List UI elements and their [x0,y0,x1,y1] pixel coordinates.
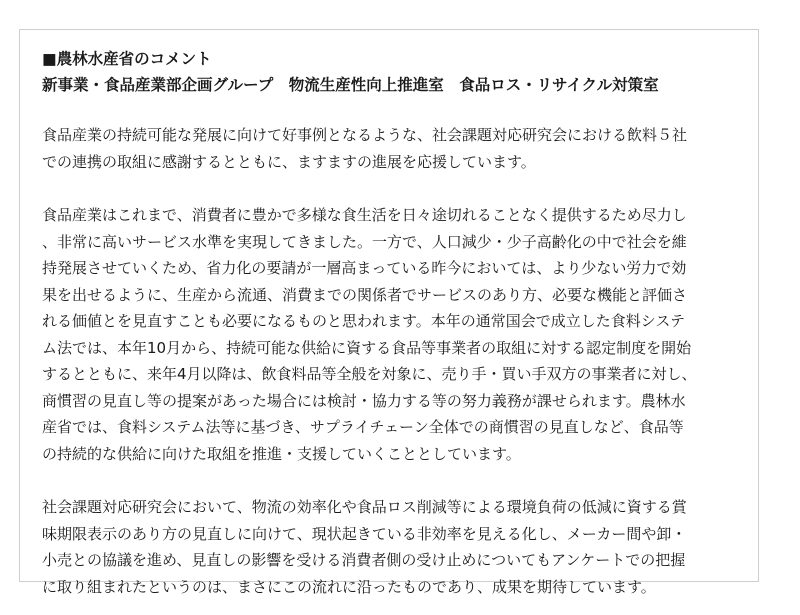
paragraph-2: 食品産業はこれまで、消費者に豊かで多様な食生活を日々途切れることなく提供するため尽力し 、非常に高いサービス水準を実現してきました。一方で、人口減少・少子高齢化の中で社会を維 持発展させていくため、省力化の要請が一層高まっている昨今においては、より少ない労力で効 果を出せるように、生産から流通、消費までの関係者でサービスのあり方、必要な機能と評価さ れる価値とを見直すことも必要になるものと思われます。本年の通常国会で成立した食料システ ム法では、本年10月から、持続可能な供給に資する食品等事業者の取組に対する認定制度を開始 するとともに、来年4月以降は、飲食料品等全般を対象に、売り手・買い手双方の事業者に対し、 商慣習の見直し等の提案があった場合には検討・協力する等の努力義務が課せられます。農林水 産省では、食料システム法等に基づき、サプライチェーン全体での商慣習の見直しなど、食品等 の持続的な供給に向けた取組を推進・支援していくこととしています。 [42,206,697,463]
comment-box [19,29,759,596]
paragraph-1: 食品産業の持続可能な発展に向けて好事例となるような、社会課題対応研究会における飲料５社 での連携の取組に感謝するとともに、ますますの進展を応援しています。 [42,126,688,171]
comment-title: ■農林水産省のコメント [42,50,212,68]
department-name: 新事業・食品産業部企画グループ 物流生産性向上推進室 食品ロス・リサイクル対策室 [42,76,659,94]
paragraph-3: 社会課題対応研究会において、物流の効率化や食品ロス削減等による環境負荷の低減に資する賞 味期限表示のあり方の見直しに向けて、現状起きている非効率を見える化し、メーカー間や卸・ 小売との協議を進め、見直しの影響を受ける消費者側の受け止めについてもアンケートでの把握 に取り組まれたというのは、まさにこの流れに沿ったものであり、成果を期待しています。 [42,498,687,596]
